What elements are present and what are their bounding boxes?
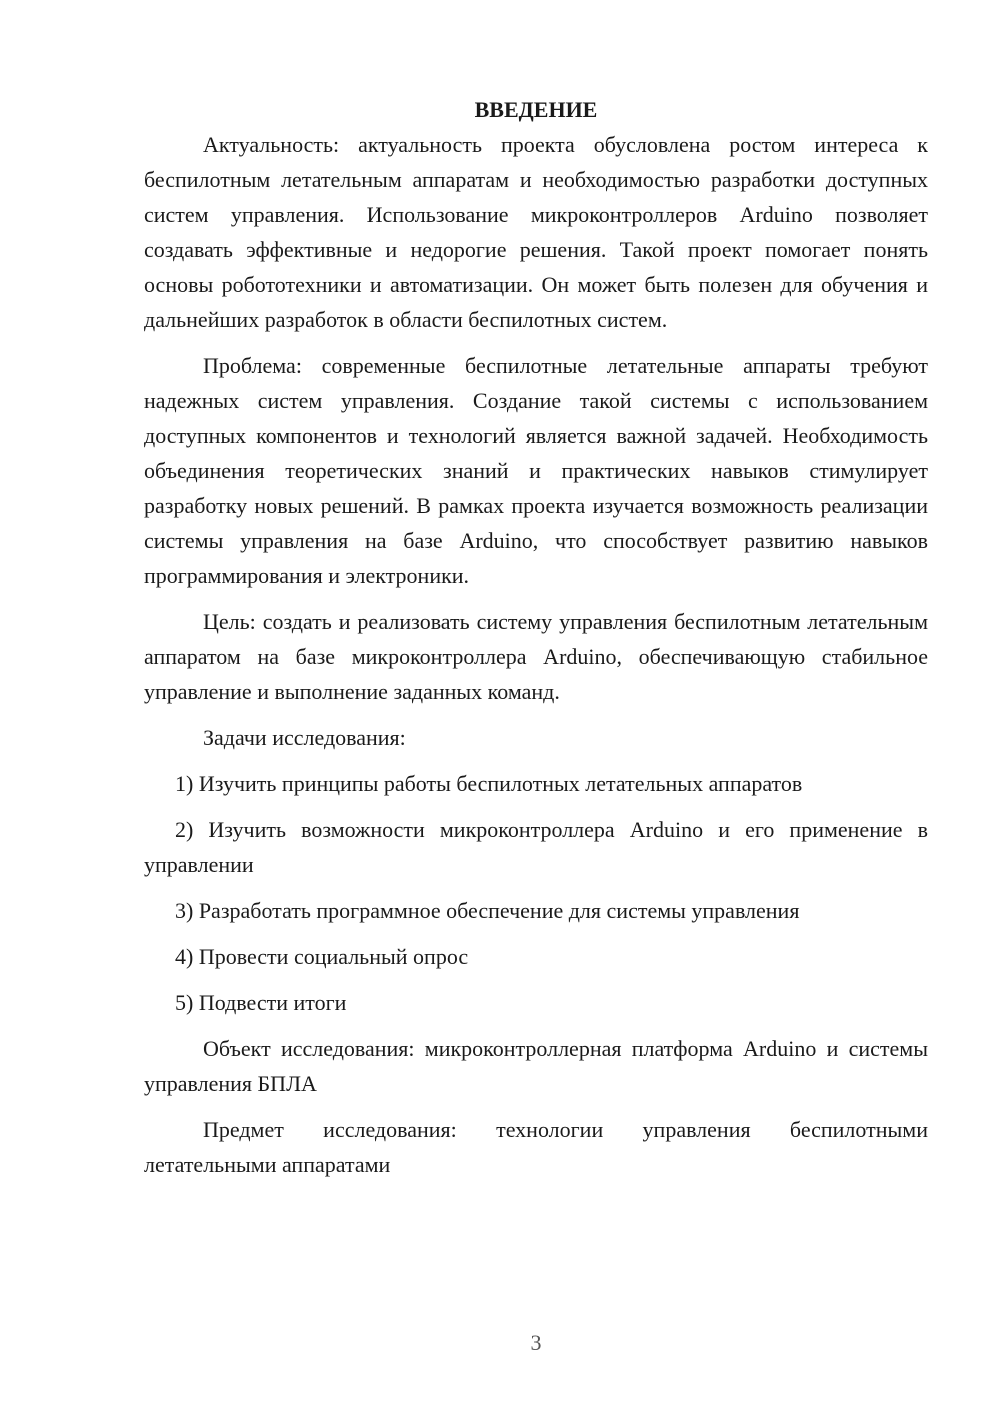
task-item: 2) Изучить возможности микроконтроллера Arduino и его применение в управлении xyxy=(144,817,928,877)
task-item: 4) Провести социальный опрос xyxy=(175,944,469,969)
object-paragraph: Объект исследования: микроконтроллерная платформа Arduino и системы управления БПЛА xyxy=(144,1036,928,1096)
page-number: 3 xyxy=(530,1330,542,1355)
task-item: 5) Подвести итоги xyxy=(175,990,347,1015)
page-title: ВВЕДЕНИЕ xyxy=(474,97,598,122)
task-item: 3) Разработать программное обеспечение для системы управления xyxy=(175,898,800,923)
subject-paragraph: Предмет исследования: технологии управления беспилотными летательными аппаратами xyxy=(144,1117,928,1177)
relevance-paragraph: Актуальность: актуальность проекта обусловлена ростом интереса к беспилотным летательным аппаратам и необходимостью разработки доступных систем управления. Использование микроконтроллеров Arduino позволяет создавать эффективные и недорогие решения. Такой проект помогает понять основы робототехники и автоматизации. Он может быть полезен для обучения и дальнейших разработок в области беспилотных систем. xyxy=(144,132,928,332)
tasks-heading: Задачи исследования: xyxy=(203,725,406,750)
task-item: 1) Изучить принципы работы беспилотных летательных аппаратов xyxy=(175,771,803,796)
problem-paragraph: Проблема: современные беспилотные летательные аппараты требуют надежных систем управления. Создание такой системы с использованием доступных компонентов и технологий является важной задачей. Необходимость объединения теоретических знаний и практических навыков стимулирует разработку новых решений. В рамках проекта изучается возможность реализации системы управления на базе Arduino, что способствует развитию навыков программирования и электроники. xyxy=(144,353,928,588)
page-body xyxy=(144,92,928,1182)
goal-paragraph: Цель: создать и реализовать систему управления беспилотным летательным аппаратом на базе микроконтроллера Arduino, обеспечивающую стабильное управление и выполнение заданных команд. xyxy=(144,609,928,704)
